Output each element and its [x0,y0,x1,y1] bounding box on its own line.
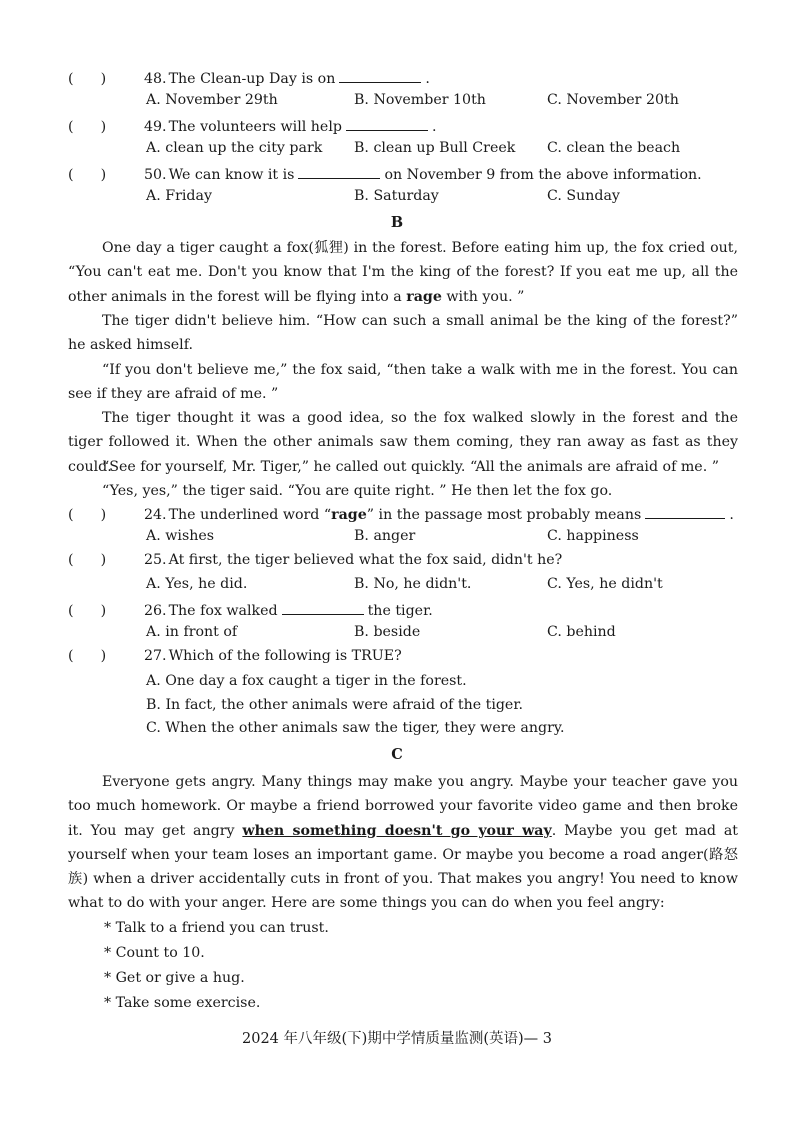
question-text-end: . [431,119,437,135]
passage-b-paragraph-6: “Yes, yes,” the tiger said. “You are quite right. ” He then let the fox go. [102,483,613,499]
question-number: 24. [144,507,167,523]
option-c: C. Sunday [547,188,620,204]
option-c: C. Yes, he didn't [547,576,663,592]
list-item: * Talk to a friend you can trust. [104,920,329,936]
keyword-rage: rage [406,288,442,305]
list-item: * Get or give a hug. [104,970,245,986]
option-b: B. Saturday [354,188,439,204]
passage-b-paragraph-3: “If you don't believe me,” the fox said, “then take a walk with me in the forest. You can see if they are afraid of me. ” [68,362,738,403]
section-b-heading: B [390,214,404,231]
answer-bracket: ( ) [68,603,107,619]
question-26 [68,600,748,648]
question-25 [68,552,748,600]
option-b: B. beside [354,624,421,640]
question-text-end: on November 9 from the above information. [384,167,702,183]
question-text: ” in the passage most probably means [366,507,642,523]
underlined-phrase: when something doesn't go your way [242,822,552,839]
question-text: The fox walked [168,603,278,619]
option-a: A. November 29th [146,92,278,108]
list-item: * Count to 10. [104,945,205,961]
question-number: 25. [144,552,167,568]
passage-c-paragraph [68,770,738,916]
answer-blank [645,504,725,519]
answer-blank [298,164,380,179]
keyword-rage: rage [331,507,367,523]
passage-text: One day a tiger caught a fox(狐狸) in the forest. Before eating him up, the fox cried out, “You can't eat me. Don't you know that I'm the king of the forest? If you eat me up, all the other animals in the forest will be flying into a [68,240,738,305]
question-text-end: . [729,507,734,523]
tips-list [104,920,329,1020]
question-text: Which of the following is TRUE? [168,648,402,664]
passage-b-paragraph-5: “See for yourself, Mr. Tiger,” he called out quickly. “All the animals are afraid of me. ” [102,459,719,475]
option-a: A. One day a fox caught a tiger in the forest. [146,673,467,689]
question-number: 48. [144,71,167,87]
option-a: A. in front of [146,624,238,640]
option-b: B. clean up Bull Creek [354,140,516,156]
option-a: A. wishes [146,528,215,544]
option-c: C. November 20th [547,92,679,108]
passage-text: Everyone gets angry. Many things may make you angry. Maybe your teacher gave you too much homework. Or maybe a friend borrowed your favorite video game and then broke it. You may get angry [68,774,738,839]
question-24 [68,504,748,552]
answer-blank [282,600,364,615]
question-27 [68,648,748,672]
question-text-end: . [425,71,430,87]
question-number: 49. [144,119,167,135]
option-b: B. In fact, the other animals were afraid of the tiger. [146,696,524,713]
section-c-heading: C [391,746,403,763]
question-27-options [146,673,565,744]
list-item: * Take some exercise. [104,995,261,1011]
answer-bracket: ( ) [68,119,107,135]
option-a: A. Yes, he did. [146,576,248,592]
question-number: 26. [144,603,167,619]
answer-bracket: ( ) [68,167,107,183]
question-text: The underlined word “ [168,507,332,523]
answer-bracket: ( ) [68,507,107,523]
option-b: B. No, he didn't. [354,576,472,592]
passage-b-paragraph-4: The tiger thought it was a good idea, so the fox walked slowly in the forest and the tiger followed it. When the other animals saw them coming, they ran away as fast as they could. [68,410,738,475]
page-footer: 2024 年八年级(下)期中学情质量监测(英语)— 3 [242,1031,552,1047]
answer-blank [339,68,421,83]
option-c: C. clean the beach [547,140,681,156]
answer-bracket: ( ) [68,71,107,87]
option-b: B. anger [354,528,416,544]
question-text: The volunteers will help [168,119,342,135]
question-48 [68,68,748,116]
option-c: C. happiness [547,528,639,544]
question-number: 27. [144,648,167,664]
answer-bracket: ( ) [68,552,107,568]
option-c: C. When the other animals saw the tiger, they were angry. [146,720,565,736]
question-49 [68,116,748,164]
answer-bracket: ( ) [68,648,107,664]
passage-b-paragraph-1 [68,236,738,309]
option-a: A. Friday [146,188,212,204]
question-text-end: the tiger. [367,603,433,619]
option-c: C. behind [547,624,616,640]
question-text: The Clean-up Day is on [168,71,336,87]
option-b: B. November 10th [354,92,486,108]
answer-blank [346,116,428,131]
passage-text: . Maybe you get mad at yourself when your team loses an important game. Or maybe you become a road anger(路怒族) when a driver accidentally cuts in front of you. That makes you angry! You need to know what to do with your anger. Here are some things you can do when you feel angry: [68,822,738,912]
question-50 [68,164,748,212]
question-text: We can know it is [168,167,295,183]
option-a: A. clean up the city park [146,140,323,156]
passage-text: with you. ” [441,288,525,305]
passage-b-paragraph-2: The tiger didn't believe him. “How can such a small animal be the king of the forest?” he asked himself. [68,313,738,354]
question-text: At first, the tiger believed what the fox said, didn't he? [168,552,563,568]
question-number: 50. [144,167,167,183]
